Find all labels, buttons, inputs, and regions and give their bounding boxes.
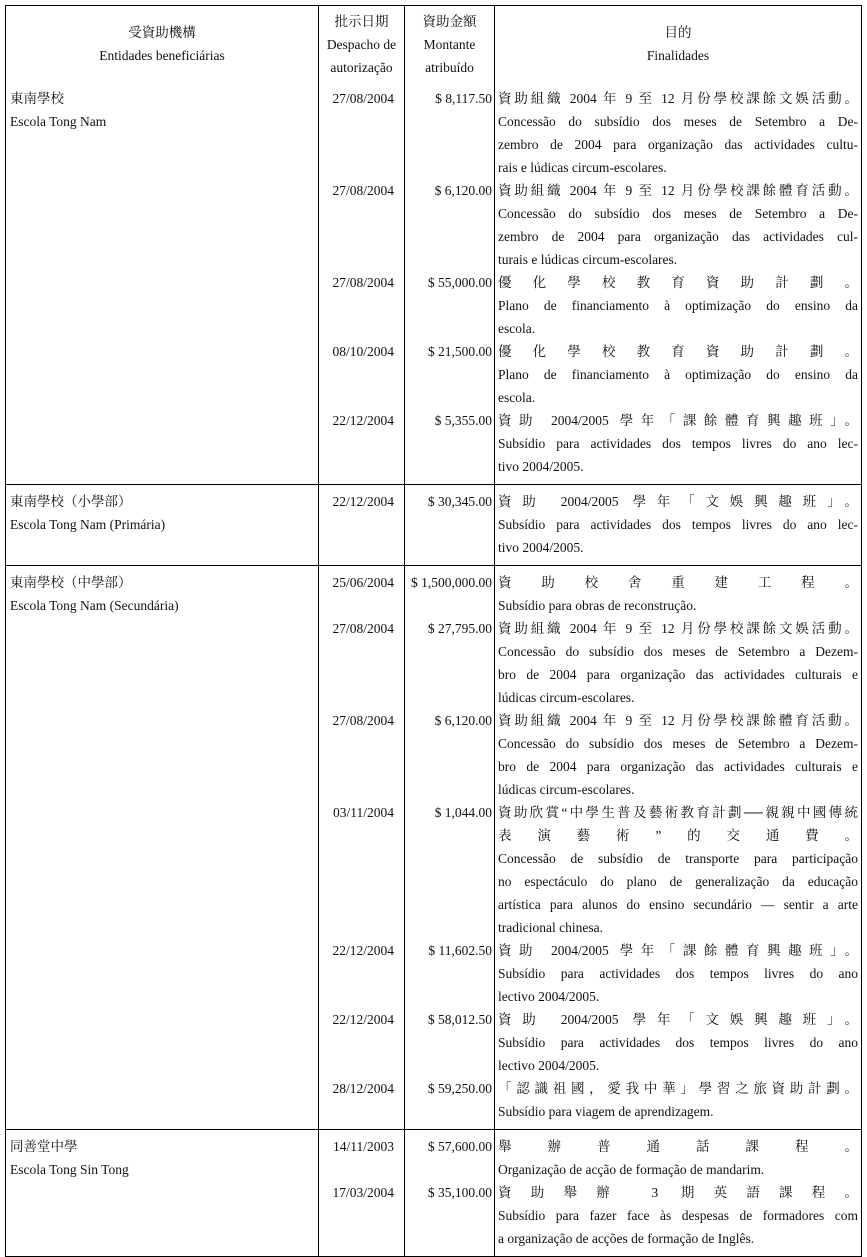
subsidy-entry [318,179,861,271]
amount: $ 57,600.00 [427,1139,492,1154]
purpose-line: Plano de financiamento à optimização do ensino da [498,367,858,382]
entity-cell [6,485,318,565]
approval-date: 08/10/2004 [332,344,394,359]
approval-date: 22/12/2004 [332,494,394,509]
date-cell [318,1077,404,1129]
purpose-line: 資助組織 2004 年 9 至 12 月份學校課餘文娛活動。 [498,621,858,636]
approval-date: 22/12/2004 [332,413,394,428]
header-date-zh: 批示日期 [334,14,389,29]
date-cell [318,939,404,1008]
purpose-line: tradicional chinesa. [498,920,603,935]
purpose-line: 「認識祖國，愛我中華」學習之旅資助計劃。 [498,1081,858,1096]
purpose-line: tivo 2004/2005. [498,459,584,474]
purpose-cell [494,939,861,1008]
amount: $ 27,795.00 [427,621,492,636]
entity-cell [6,1130,318,1256]
purpose-line: lúdicas circum-escolares. [498,690,635,705]
amount: $ 11,602.50 [428,943,492,958]
date-cell [318,566,404,617]
table-row [6,484,861,565]
entity-name: 東南學校（小學部） [10,494,132,509]
purpose-cell [494,409,861,484]
approval-date: 22/12/2004 [332,1012,394,1027]
entries [318,485,861,565]
header-purpose-zh: 目的 [664,25,692,40]
header-amount-pt2: atribuído [425,60,474,75]
purpose-line: Concessão do subsídio dos meses de Setembro a De- [498,114,858,129]
amount: $ 1,500,000.00 [411,575,492,590]
date-cell [318,179,404,271]
approval-date: 27/08/2004 [332,713,394,728]
purpose-line: escola. [498,321,536,336]
purpose-cell [494,179,861,271]
entity-name: Escola Tong Nam (Primária) [10,517,166,532]
approval-date: 14/11/2003 [332,1139,394,1154]
approval-date: 27/08/2004 [332,183,394,198]
table-row [6,1129,861,1256]
header-entity-zh: 受資助機構 [128,25,196,40]
subsidy-entry [318,271,861,340]
entity-cell [6,82,318,484]
purpose-line: 資助組織 2004 年 9 至 12 月份學校課餘體育活動。 [498,713,858,728]
approval-date: 17/03/2004 [332,1185,394,1200]
amount-cell [404,566,494,617]
subsidy-entry [318,82,861,179]
amount-cell [404,801,494,939]
purpose-line: rais e lúdicas circum-escolares. [498,160,667,175]
amount: $ 6,120.00 [434,183,492,198]
amount: $ 5,355.00 [434,413,492,428]
subsidy-entry [318,485,861,565]
purpose-line: 資助組織 2004 年 9 至 12 月份學校課餘文娛活動。 [498,91,858,106]
purpose-line: 表演藝術”的交通費。 [498,828,858,843]
purpose-line: Organização de acção de formação de mandarim. [498,1162,765,1177]
purpose-cell [494,1130,861,1181]
entity-name: 東南學校 [10,91,64,106]
header-entity [6,6,318,82]
purpose-line: 舉辦普通話課程。 [498,1139,858,1154]
purpose-line: Subsídio para obras de reconstrução. [498,598,697,613]
purpose-line: 優化學校教育資助計劃。 [498,344,858,359]
purpose-cell [494,709,861,801]
purpose-line: escola. [498,390,536,405]
purpose-line: Concessão do subsídio dos meses de Setembro a De- [498,206,858,221]
purpose-line: Subsídio para actividades dos tempos livres do ano lec- [498,436,858,451]
subsidy-entry [318,1130,861,1181]
subsidy-entry [318,801,861,939]
amount: $ 55,000.00 [427,275,492,290]
purpose-line: Subsídio para fazer face às despesas de formadores com [498,1208,858,1223]
table-row [6,565,861,1129]
header-date [318,6,404,82]
header-date-pt2: autorização [330,60,393,75]
purpose-line: bro de 2004 para organização das actividades culturais e [498,667,858,682]
purpose-line: no espectáculo do plano de generalização da educação [498,874,858,889]
subsidy-entry [318,566,861,617]
amount-cell [404,709,494,801]
amount: $ 59,250.00 [427,1081,492,1096]
amount-cell [404,82,494,179]
approval-date: 03/11/2004 [332,805,394,820]
entity-name: Escola Tong Sin Tong [10,1162,129,1177]
subsidy-entry [318,617,861,709]
subsidy-table [5,5,862,1257]
header-amount [404,6,494,82]
amount-cell [404,271,494,340]
date-cell [318,82,404,179]
purpose-line: 資助組織 2004 年 9 至 12 月份學校課餘體育活動。 [498,183,858,198]
subsidy-entry [318,1077,861,1129]
table-header [6,6,861,82]
date-cell [318,271,404,340]
purpose-line: 資助校舍重建工程。 [498,575,858,590]
amount-cell [404,409,494,484]
purpose-line: 資助 2004/2005 學年「文娛興趣班」。 [498,494,858,509]
purpose-line: artística para alunos do ensino secundário — sentir a arte [498,897,858,912]
header-amount-zh: 資助金額 [422,14,477,29]
amount-cell [404,617,494,709]
purpose-cell [494,801,861,939]
purpose-line: tivo 2004/2005. [498,540,584,555]
purpose-line: Concessão do subsídio dos meses de Setembro a Dezem- [498,644,858,659]
purpose-line: 優化學校教育資助計劃。 [498,275,858,290]
amount-cell [404,179,494,271]
purpose-cell [494,340,861,409]
subsidy-entry [318,939,861,1008]
entity-cell [6,566,318,1129]
entries [318,566,861,1129]
purpose-line: bro de 2004 para organização das actividades culturais e [498,759,858,774]
purpose-line: zembro de 2004 para organização das actividades cul- [498,229,858,244]
purpose-line: turais e lúdicas circum-escolares. [498,252,678,267]
purpose-line: 資助 2004/2005 學年「文娛興趣班」。 [498,1012,858,1027]
approval-date: 27/08/2004 [332,91,394,106]
purpose-line: Subsídio para actividades dos tempos livres do ano lec- [498,517,858,532]
amount-cell [404,1077,494,1129]
date-cell [318,340,404,409]
subsidy-entry [318,709,861,801]
date-cell [318,709,404,801]
purpose-line: zembro de 2004 para organização das actividades cultu- [498,137,858,152]
amount-cell [404,340,494,409]
amount-cell [404,485,494,565]
purpose-cell [494,1008,861,1077]
amount: $ 58,012.50 [427,1012,492,1027]
date-cell [318,1130,404,1181]
date-cell [318,409,404,484]
purpose-line: 資助舉辦 3 期英語課程。 [498,1185,858,1200]
purpose-line: Subsídio para viagem de aprendizagem. [498,1104,714,1119]
entity-name: Escola Tong Nam [10,114,107,129]
approval-date: 22/12/2004 [332,943,394,958]
purpose-cell [494,1077,861,1129]
entity-name: 東南學校（中學部） [10,575,132,590]
purpose-cell [494,271,861,340]
purpose-line: lectivo 2004/2005. [498,1058,600,1073]
purpose-cell [494,566,861,617]
amount: $ 1,044.00 [434,805,492,820]
header-entity-pt: Entidades beneficiárias [99,48,225,63]
purpose-line: lúdicas circum-escolares. [498,782,635,797]
amount-cell [404,1181,494,1256]
entity-name: Escola Tong Nam (Secundária) [10,598,179,613]
amount: $ 35,100.00 [427,1185,492,1200]
amount: $ 21,500.00 [427,344,492,359]
purpose-line: Concessão do subsídio dos meses de Setembro a Dezem- [498,736,858,751]
amount-cell [404,1130,494,1181]
subsidy-entry [318,340,861,409]
date-cell [318,1181,404,1256]
header-purpose [494,6,861,82]
amount: $ 6,120.00 [434,713,492,728]
purpose-cell [494,1181,861,1256]
header-amount-pt1: Montante [423,37,476,52]
approval-date: 27/08/2004 [332,621,394,636]
purpose-line: 資助 2004/2005 學年「課餘體育興趣班」。 [498,943,858,958]
approval-date: 27/08/2004 [332,275,394,290]
table-row [6,82,861,484]
amount-cell [404,1008,494,1077]
subsidy-entry [318,1181,861,1256]
approval-date: 25/06/2004 [332,575,394,590]
date-cell [318,617,404,709]
purpose-line: 資助欣賞“中學生普及藝術教育計劃──親親中國傳統 [498,805,858,820]
purpose-line: a organização de acções de formação de Inglês. [498,1231,755,1246]
entity-name: 同善堂中學 [10,1139,78,1154]
header-purpose-pt: Finalidades [646,48,710,63]
purpose-cell [494,617,861,709]
purpose-line: Subsídio para actividades dos tempos livres do ano [498,1035,858,1050]
purpose-line: Plano de financiamento à optimização do ensino da [498,298,858,313]
amount: $ 8,117.50 [435,91,492,106]
amount-cell [404,939,494,1008]
entries [318,82,861,484]
approval-date: 28/12/2004 [332,1081,394,1096]
purpose-line: 資助 2004/2005 學年「課餘體育興趣班」。 [498,413,858,428]
subsidy-entry [318,1008,861,1077]
purpose-cell [494,485,861,565]
header-date-pt1: Despacho de [326,37,397,52]
date-cell [318,1008,404,1077]
purpose-line: Concessão de subsídio de transporte para participação [498,851,858,866]
amount: $ 30,345.00 [427,494,492,509]
purpose-line: Subsídio para actividades dos tempos livres do ano [498,966,858,981]
date-cell [318,801,404,939]
table-body [6,82,861,1256]
date-cell [318,485,404,565]
subsidy-entry [318,409,861,484]
purpose-cell [494,82,861,179]
purpose-line: lectivo 2004/2005. [498,989,600,1004]
entries [318,1130,861,1256]
